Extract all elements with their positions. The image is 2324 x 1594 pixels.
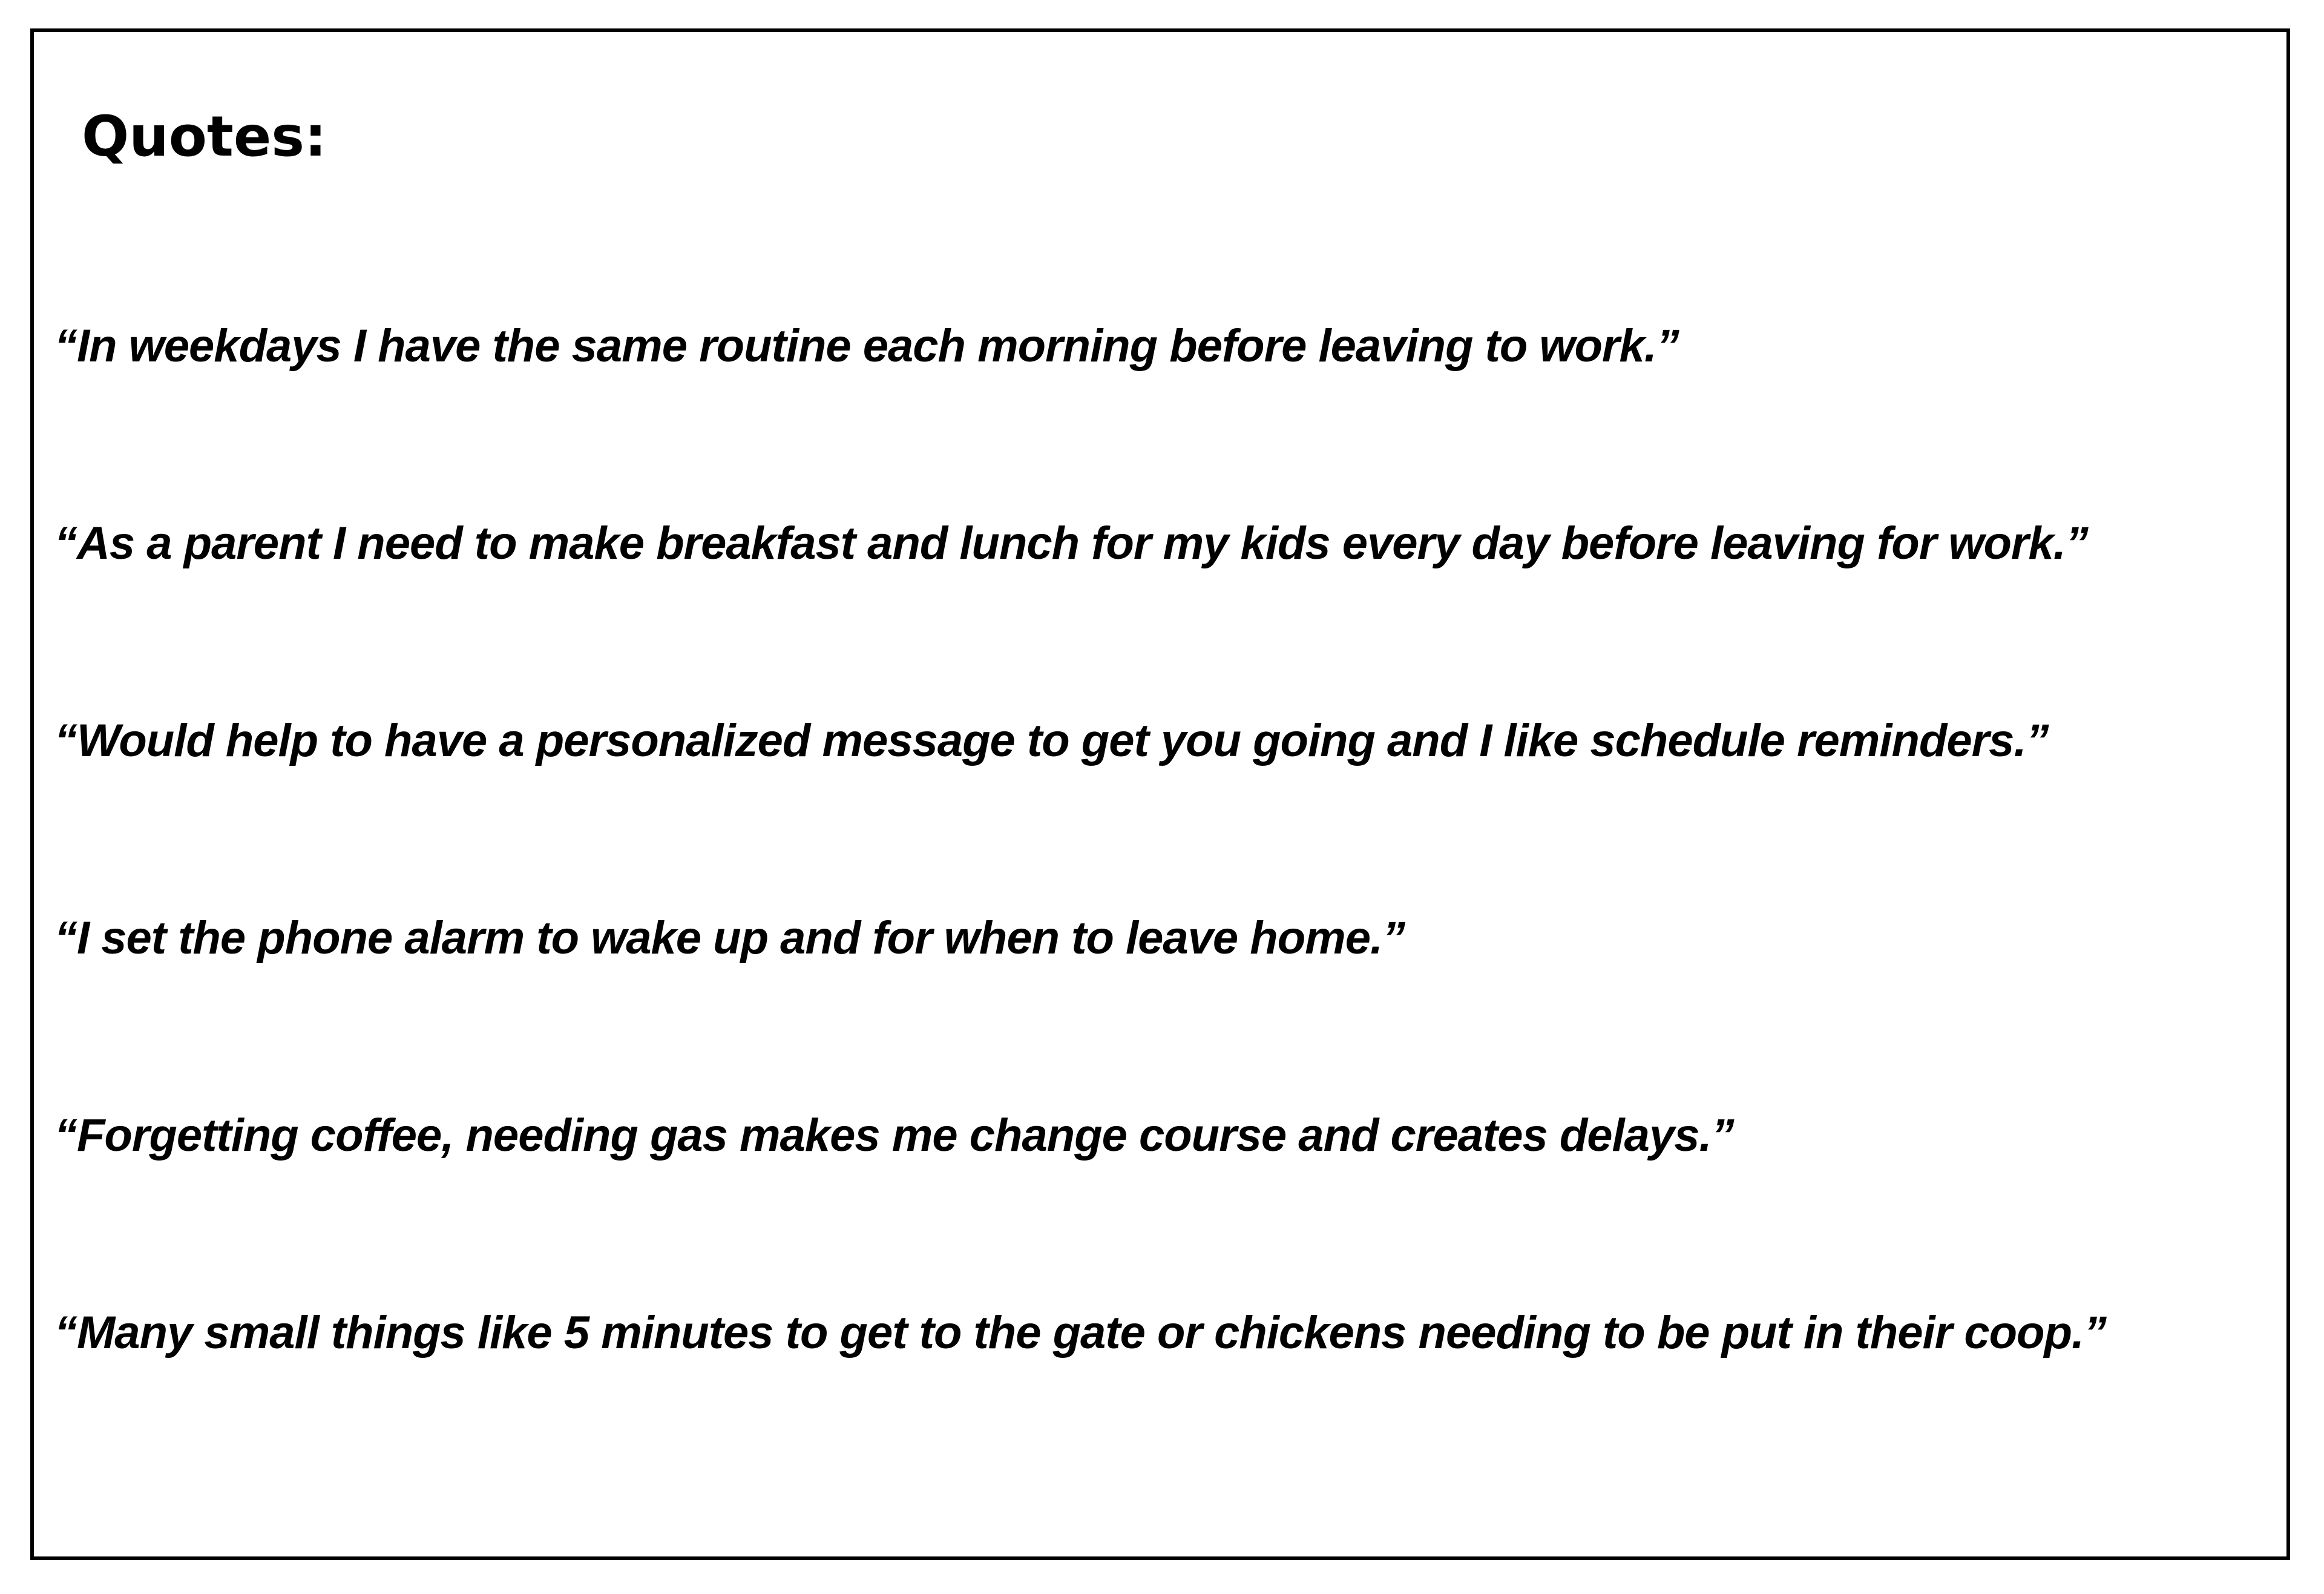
quote-small-things: “Many small things like 5 minutes to get to the gate or chickens needing to be put in their coop.” (54, 1307, 2107, 1359)
quote-personalized-message: “Would help to have a personalized message to get you going and I like schedule reminders.” (54, 715, 2049, 766)
quote-forgetting-coffee: “Forgetting coffee, needing gas makes me change course and creates delays.” (54, 1110, 1734, 1161)
quote-routine: “In weekdays I have the same routine each morning before leaving to work.” (54, 320, 1679, 372)
quote-phone-alarm: “I set the phone alarm to wake up and for when to leave home.” (54, 912, 1405, 964)
quote-parent: “As a parent I need to make breakfast and lunch for my kids every day before leaving for work.” (54, 518, 2088, 569)
quotes-heading: Quotes: (82, 104, 327, 169)
